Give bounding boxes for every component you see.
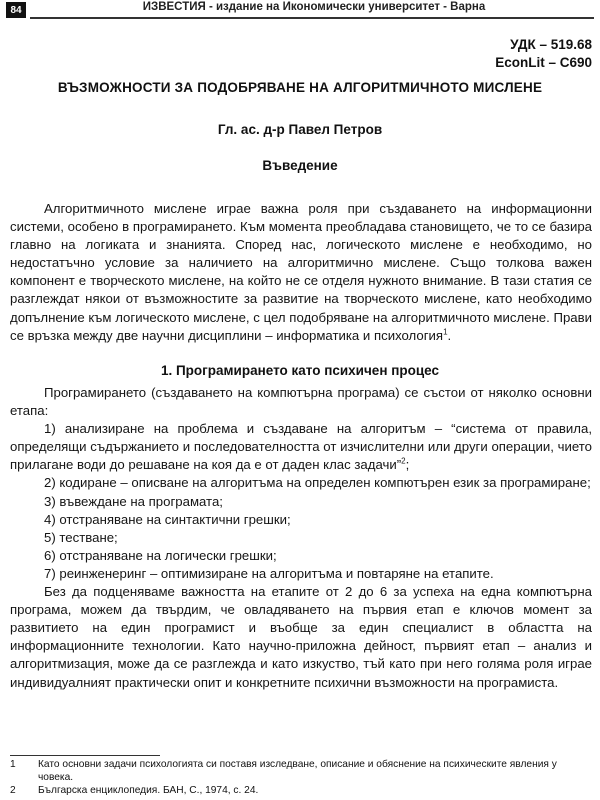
footnotes — [10, 758, 590, 797]
footnote-text: Като основни задачи психологията си поставя изследване, описание и обяснение на психическите явления у човека. — [38, 759, 557, 783]
footnote-2 — [10, 784, 590, 797]
list-item-2: 2) кодиране – описване на алгоритъма на определен компютърен език за програмиране; — [44, 475, 591, 491]
running-header — [6, 0, 594, 22]
footnote-ref-2: 2 — [401, 456, 406, 466]
footnote-text: Българска енциклопедия. БАН, С., 1974, с. 24. — [38, 785, 259, 796]
list-item-1-end: ; — [405, 457, 410, 473]
footnote-1 — [10, 758, 590, 784]
header-rule — [30, 17, 594, 19]
classification-codes — [495, 36, 592, 72]
section-heading: 1. Програмирането като психичен процес — [160, 363, 440, 378]
intro-section — [10, 200, 592, 345]
section-body — [10, 384, 592, 692]
author-line: Гл. ас. д-р Павел Петров — [217, 122, 383, 137]
footnote-rule — [10, 755, 160, 756]
intro-heading: Въведение — [262, 158, 338, 173]
closing-paragraph: Без да подценяваме важността на етапите от 2 до 6 за успеха на една компютърна програма, можем да твърдим, че овладяването на първия етап е ключов момент за развитието на един програмист и въобще за един специалист в областта на информационните технологии. Като научно-приложна дейност, първият етап – анализ и алгоритмизация, може да се разглежда и като изкуство, тъй като при него голяма роля играе индивидуалният практически опит и конкретните психични възможности на програмиста. — [10, 584, 592, 690]
article-title: ВЪЗМОЖНОСТИ ЗА ПОДОБРЯВАНЕ НА АЛГОРИТМИЧНОТО МИСЛЕНЕ — [57, 80, 543, 95]
list-item-1 — [10, 420, 592, 474]
section-lead: Програмирането (създаването на компютърна програма) се състои от няколко основни етапа: — [10, 385, 592, 419]
footnote-ref-1: 1 — [443, 327, 448, 337]
econlit-code: EconLit – C690 — [495, 55, 592, 70]
journal-title: ИЗВЕСТИЯ - издание на Икономически университет - Варна — [142, 1, 486, 13]
list-item-5: 5) тестване; — [44, 529, 118, 545]
list-item-4: 4) отстраняване на синтактични грешки; — [44, 511, 291, 527]
page-number: 84 — [6, 2, 26, 18]
intro-text: Алгоритмичното мислене играе важна роля при създаването на информационни системи, особено в програмирането. Към момента преобладава становището, че то се базира главно на логиката и знанията. Според нас, логическото мислене е необходимо, но недостатъчно условие за наличието на алгоритмично мислене. Също толкова важен компонент е творческото мислене, на който не се отделя нужното внимание. В тази статия се разглеждат някои от възможностите за развитие на творческото мислене, като необходимо допълнение към логическото мислене, с цел подобряване на алгоритмичното мислене. Прави се връзка между две научни дисциплини – информатика и психология — [10, 201, 592, 343]
intro-paragraph: Алгоритмичното мислене играе важна роля при създаването на информационни системи, особено в програмирането. Към момента преобладава становището, че то се базира главно на логиката и знанията. Според нас, логическото мислене е необходимо, но недостатъчно условие за наличието на алгоритмично мислене. Също толкова важен компонент е творческото мислене, на който не се отделя нужното внимание. В тази статия се разглеждат някои от възможностите за развитие на творческото мислене, като необходимо допълнение към логическото мислене, с цел подобряване на алгоритмичното мислене. Прави се връзка между две научни дисциплини – информатика и психология$^1$. — [10, 201, 592, 343]
footnote-mark: 1 — [10, 759, 16, 770]
list-item-6: 6) отстраняване на логически грешки; — [44, 547, 277, 563]
list-item-7: 7) реинженеринг – оптимизиране на алгоритъма и повтаряне на етапите. — [44, 565, 494, 581]
list-item-1-text: 1) анализиране на проблема и създаване на алгоритъм – “система от правила, определящи съдържанието и последователността от изчислителни или други операции, чието прилагане води до решаване на коя да е от даден клас задачи” — [10, 421, 592, 473]
udk-code: УДК – 519.68 — [510, 37, 592, 52]
footnote-mark: 2 — [10, 785, 16, 796]
list-item-3: 3) въвеждане на програмата; — [44, 493, 223, 509]
